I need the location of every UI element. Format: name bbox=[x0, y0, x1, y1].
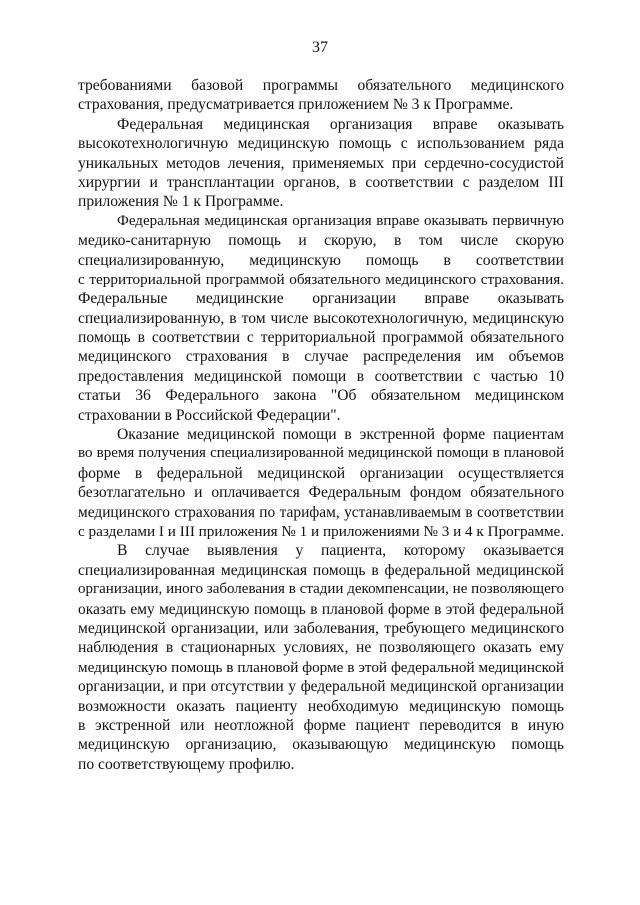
paragraph bbox=[78, 76, 564, 115]
text-line: Федеральная медицинская организация вправе оказывать bbox=[117, 115, 564, 133]
text-line: помощь в соответствии с территориальной программой обязательного bbox=[78, 329, 564, 347]
document-body bbox=[78, 76, 564, 774]
text-line: медицинской организации, или заболевания, требующего медицинского bbox=[78, 619, 564, 637]
text-line: организации, и при отсутствии у федеральной медицинской организации bbox=[78, 678, 564, 696]
text-line: требованиями базовой программы обязательного медицинского bbox=[78, 77, 564, 94]
text-line: медицинскую помощь в плановой форме в этой федеральной медицинской bbox=[78, 658, 564, 676]
text-line: медико-санитарную помощь и скорую, в том числе скорую bbox=[78, 232, 564, 250]
text-line: хирургии и трансплантации органов, в соответствии с разделом III bbox=[78, 173, 564, 191]
paragraph bbox=[78, 541, 564, 774]
paragraph bbox=[78, 212, 564, 425]
text-line: возможности оказать пациенту необходимую медицинскую помощь bbox=[78, 697, 564, 715]
paragraph bbox=[78, 425, 564, 541]
text-line: Федеральные медицинские организации вправе оказывать bbox=[78, 290, 564, 308]
text-line: предоставления медицинской помощи в соответствии с частью 10 bbox=[78, 367, 564, 385]
text-line: с территориальной программой обязательного медицинского страхования. bbox=[78, 270, 564, 288]
page-number: 37 bbox=[312, 39, 328, 56]
text-line: в экстренной или неотложной форме пациент переводится в иную bbox=[78, 716, 564, 734]
text-line: наблюдения в стационарных условиях, не позволяющего оказать ему bbox=[78, 639, 564, 657]
text-line: медицинскую организацию, оказывающую медицинскую помощь bbox=[78, 736, 564, 754]
text-line: организации, иного заболевания в стадии декомпенсации, не позволяющего bbox=[78, 581, 564, 598]
text-line: во время получения специализированной медицинской помощи в плановой bbox=[78, 445, 564, 462]
text-line: безотлагательно и оплачивается Федеральным фондом обязательного bbox=[78, 484, 564, 502]
text-line: Оказание медицинской помощи в экстренной форме пациентам bbox=[117, 426, 564, 444]
paragraph bbox=[78, 115, 564, 212]
text-line: приложения № 1 к Программе. bbox=[78, 193, 284, 211]
text-line: медицинского страхования в случае распределения им объемов bbox=[78, 348, 564, 366]
text-line: по соответствующему профилю. bbox=[78, 755, 295, 773]
text-line: высокотехнологичную медицинскую помощь с использованием ряда bbox=[78, 135, 564, 153]
text-line: с разделами I и III приложения № 1 и приложениями № 3 и 4 к Программе. bbox=[78, 522, 565, 540]
text-line: страховании в Российской Федерации". bbox=[78, 406, 341, 424]
text-line: форме в федеральной медицинской организации осуществляется bbox=[78, 464, 564, 482]
text-line: страхования, предусматривается приложением № 3 к Программе. bbox=[78, 96, 514, 114]
text-line: оказать ему медицинскую помощь в плановой форме в этой федеральной bbox=[78, 600, 564, 618]
text-line: статьи 36 Федерального закона "Об обязательном медицинском bbox=[78, 387, 564, 405]
text-line: специализированную, медицинскую помощь в соответствии bbox=[78, 251, 564, 269]
text-line: уникальных методов лечения, применяемых при сердечно-сосудистой bbox=[78, 154, 564, 172]
text-line: специализированная медицинская помощь в федеральной медицинской bbox=[78, 561, 564, 579]
text-line: медицинского страхования по тарифам, устанавливаемым в соответствии bbox=[78, 503, 564, 521]
text-line: Федеральная медицинская организация вправе оказывать первичную bbox=[117, 212, 564, 229]
text-line: специализированную, в том числе высокотехнологичную, медицинскую bbox=[78, 309, 564, 327]
text-line: В случае выявления у пациента, которому оказывается bbox=[117, 542, 564, 560]
